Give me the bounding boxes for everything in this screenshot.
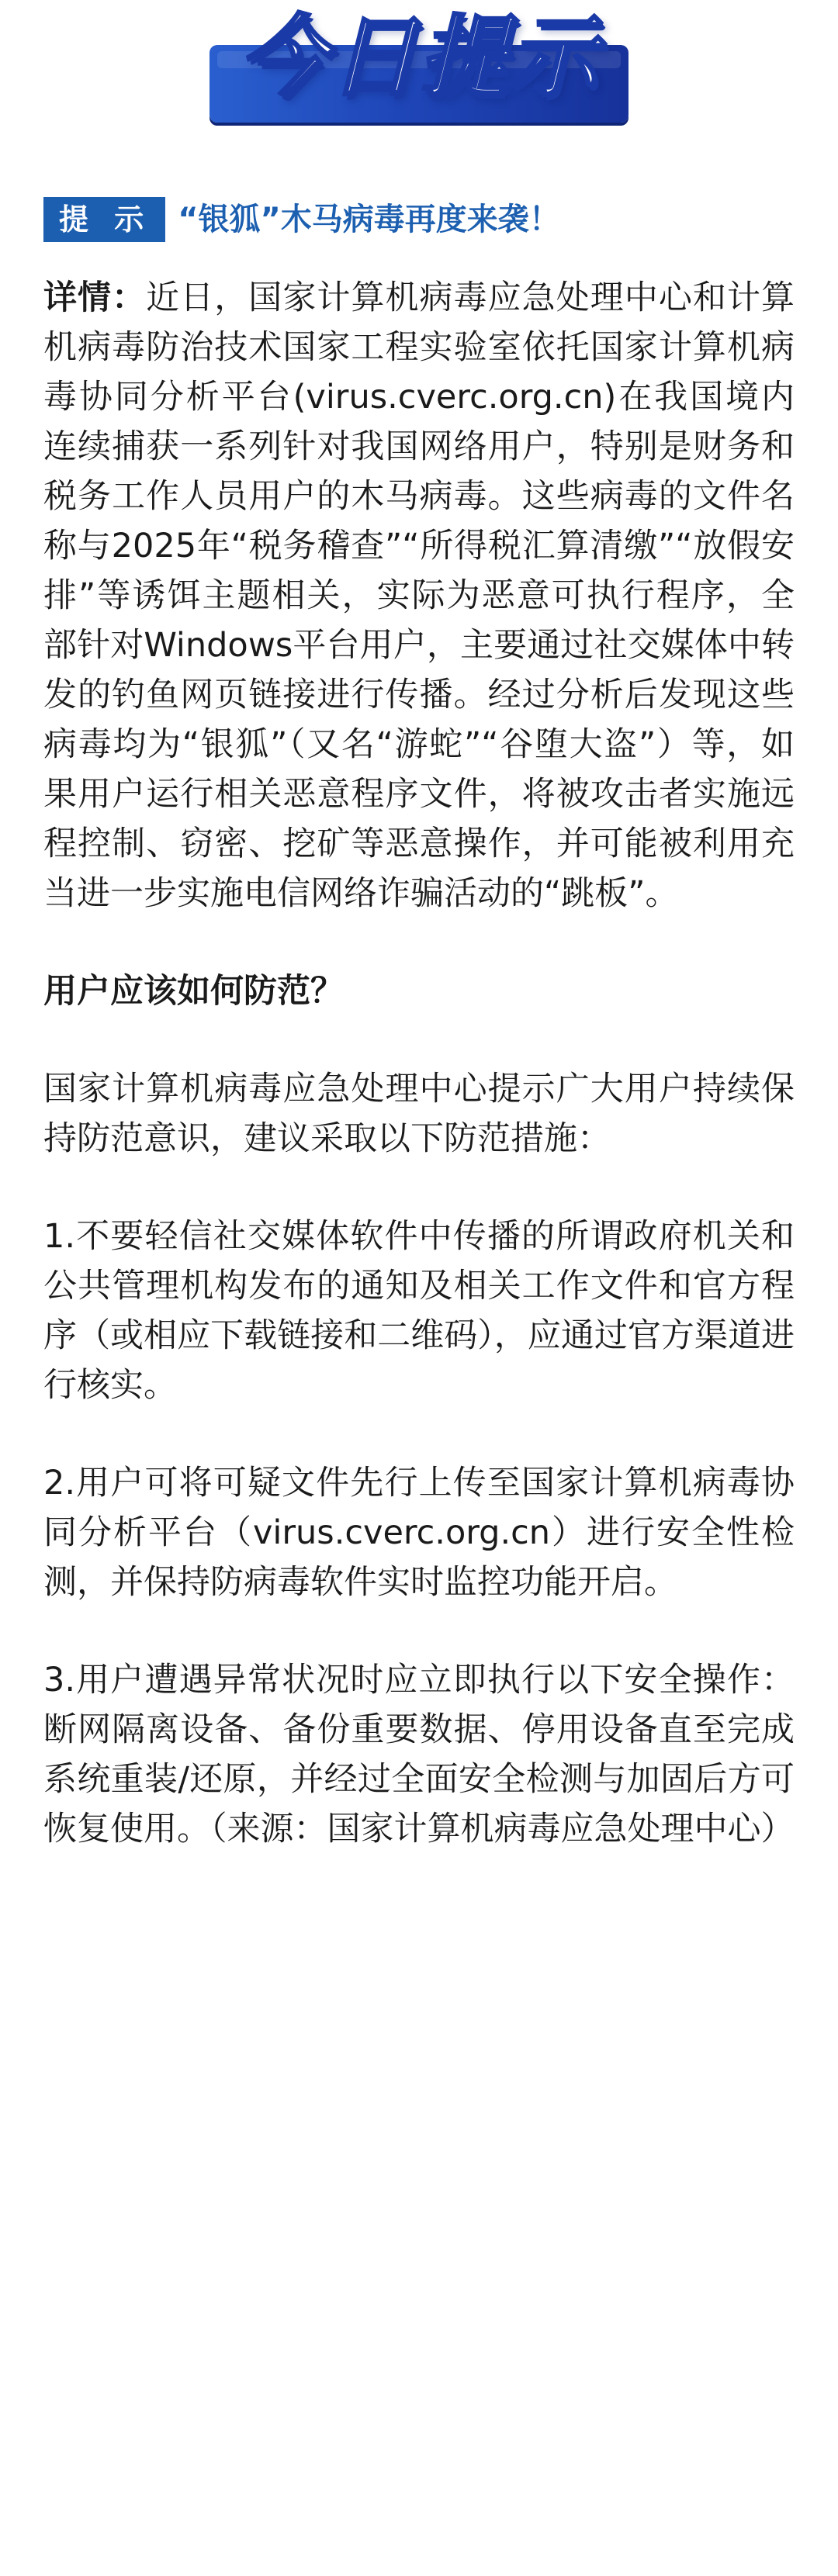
article-body [43,273,795,1854]
measure-item-3: 3.用户遭遇异常状况时应立即执行以下安全操作：断网隔离设备、备份重要数据、停用设备直至完成系统重装/还原，并经过全面安全检测与加固后方可恢复使用。（来源：国家计算机病毒应急处理中心） [43,1661,795,1848]
prevention-question: 用户应该如何防范？ [43,972,344,1011]
tip-badge: 提 示 [43,197,165,242]
measure-item-2: 2.用户可将可疑文件先行上传至国家计算机病毒协同分析平台（virus.cverc.org.cn）进行安全性检测，并保持防病毒软件实时监控功能开启。 [43,1464,795,1602]
banner-title: 今日提示 [238,5,599,109]
detail-text: 近日，国家计算机病毒应急处理中心和计算机病毒防治技术国家工程实验室依托国家计算机病毒协同分析平台(virus.cverc.org.cn)在我国境内连续捕获一系列针对我国网络用户，特别是财务和税务工作人员用户的木马病毒。这些病毒的文件名称与2025年“税务稽查”“所得税汇算清缴”“放假安排”等诱饵主题相关，实际为恶意可执行程序，全部针对Windows平台用户，主要通过社交媒体中转发的钓鱼网页链接进行传播。经过分析后发现这些病毒均为“银狐”（又名“游蛇”“谷堕大盗”）等，如果用户运行相关恶意程序文件，将被攻击者实施远程控制、窃密、挖矿等恶意操作，并可能被利用充当进一步实施电信网络诈骗活动的“跳板”。 [43,278,795,913]
tip-heading [43,197,795,242]
detail-label: 详情： [43,278,147,317]
measure-item-1: 1.不要轻信社交媒体软件中传播的所谓政府机关和公共管理机构发布的通知及相关工作文件和官方程序（或相应下载链接和二维码），应通过官方渠道进行核实。 [43,1217,795,1405]
title-banner [210,0,628,126]
intro-paragraph: 国家计算机病毒应急处理中心提示广大用户持续保持防范意识，建议采取以下防范措施： [43,1070,795,1158]
tip-headline: “银狐”木马病毒再度来袭！ [178,202,560,237]
detail-paragraph [43,273,795,918]
